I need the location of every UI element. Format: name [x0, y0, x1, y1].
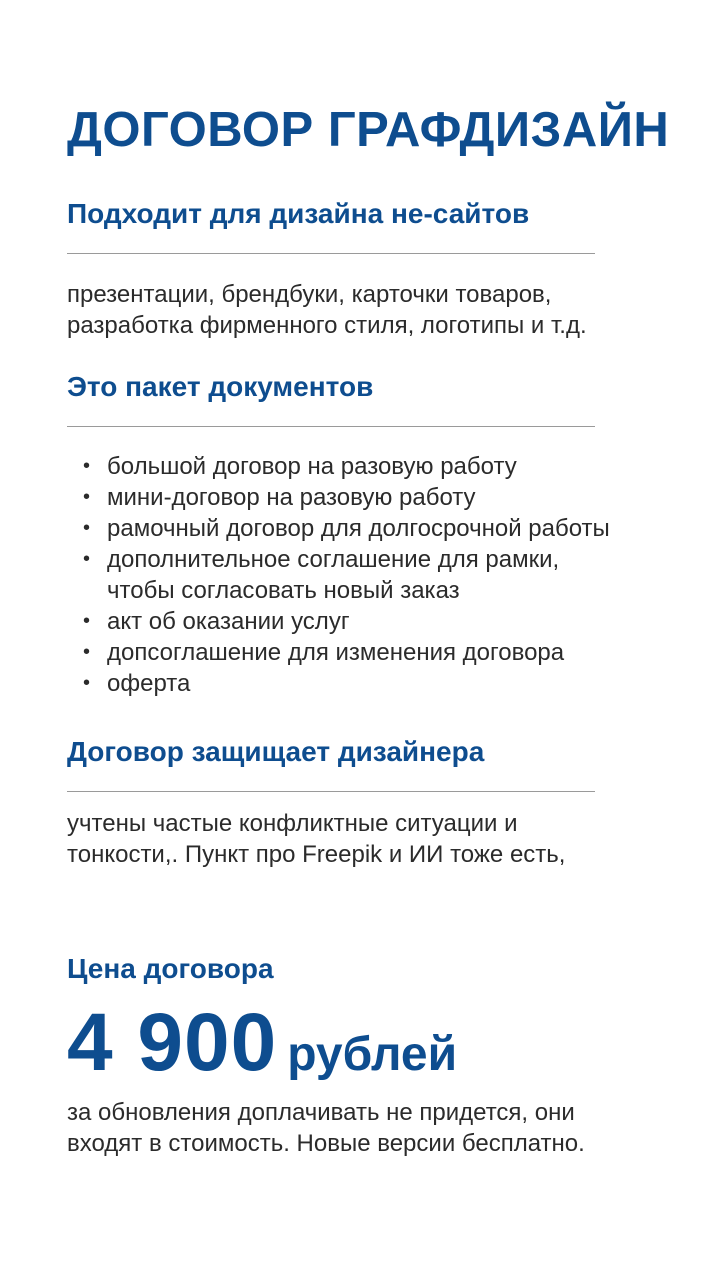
- text-line: презентации, брендбуки, карточки товаров,: [67, 281, 552, 308]
- price-note: [67, 1097, 585, 1159]
- bullet-icon: •: [83, 548, 91, 570]
- list-item-text: рамочный договор для долгосрочной работы: [107, 515, 610, 542]
- section-heading-document-package: Это пакет документов: [67, 371, 374, 402]
- document-list: [80, 451, 610, 699]
- section-text-suitable-for: [67, 279, 587, 341]
- text-line: тонкости,. Пункт про Freepik и ИИ тоже есть,: [67, 841, 566, 868]
- divider: [67, 426, 595, 427]
- divider: [67, 791, 595, 792]
- list-item-text: дополнительное соглашение для рамки,: [107, 546, 560, 573]
- bullet-icon: •: [83, 641, 91, 663]
- list-item: [80, 513, 610, 544]
- divider: [67, 253, 595, 254]
- section-text-protects-designer: [67, 808, 565, 870]
- bullet-icon: •: [83, 517, 91, 539]
- bullet-icon: •: [83, 455, 91, 477]
- section-heading-protects-designer: Договор защищает дизайнера: [67, 736, 485, 767]
- bullet-icon: •: [83, 672, 91, 694]
- list-item-text: чтобы согласовать новый заказ: [107, 577, 460, 604]
- price-heading: Цена договора: [67, 953, 274, 984]
- list-item: [80, 668, 610, 699]
- bullet-icon: •: [83, 486, 91, 508]
- list-item: [80, 544, 610, 606]
- text-line: учтены частые конфликтные ситуации и: [67, 810, 518, 837]
- list-item: [80, 451, 610, 482]
- price-currency: рублей: [287, 1028, 458, 1081]
- price-amount: 4 900: [67, 997, 278, 1088]
- page-title: ДОГОВОР ГРАФДИЗАЙН: [67, 103, 670, 157]
- list-item: [80, 606, 610, 637]
- list-item: [80, 637, 610, 668]
- text-line: входят в стоимость. Новые версии бесплатно.: [67, 1130, 585, 1157]
- list-item-text: акт об оказании услуг: [107, 608, 350, 635]
- list-item-text: допсоглашение для изменения договора: [107, 639, 565, 666]
- list-item-text: большой договор на разовую работу: [107, 453, 517, 480]
- list-item-text: оферта: [107, 670, 191, 697]
- text-line: разработка фирменного стиля, логотипы и т.д.: [67, 312, 587, 339]
- bullet-icon: •: [83, 610, 91, 632]
- list-item-text: мини-договор на разовую работу: [107, 484, 476, 511]
- section-heading-suitable-for: Подходит для дизайна не-сайтов: [67, 198, 530, 229]
- list-item: [80, 482, 610, 513]
- text-line: за обновления доплачивать не придется, они: [67, 1099, 575, 1126]
- price: [67, 995, 457, 1103]
